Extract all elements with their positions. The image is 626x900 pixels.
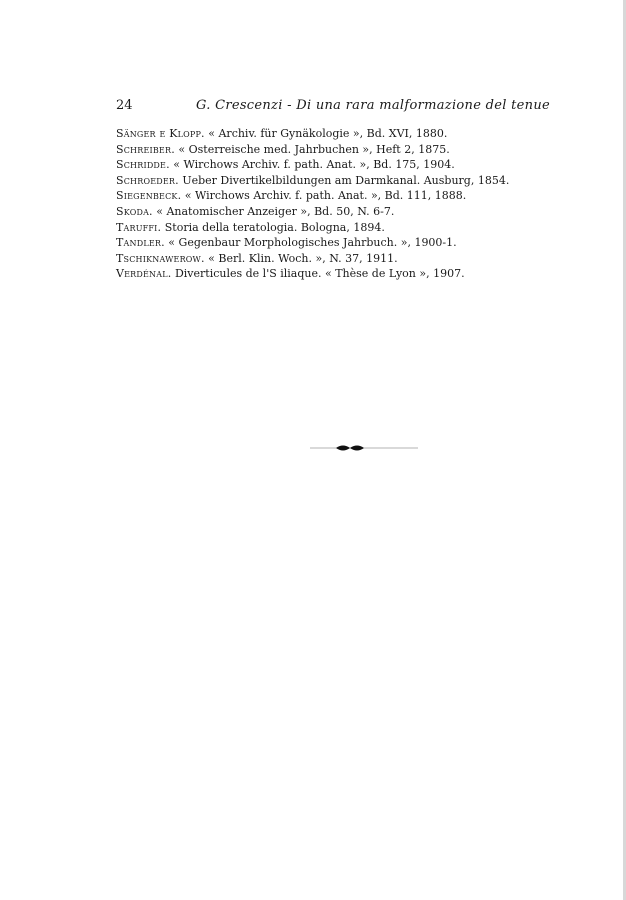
entry-citation: Ueber Divertikelbildungen am Darmkanal. Ausburg, 1854. [178,173,510,187]
entry-author: Sänger e Klopp. [116,127,205,140]
entry-author: Taruffi. [116,220,162,234]
entry-citation: « Wirchows Archiv. f. path. Anat. », Bd. 175, 1904. [169,158,455,172]
entry-citation: Storia della teratologia. Bologna, 1894. [161,220,385,234]
entry-author: Verdénal. [116,267,172,281]
bibliography-entry [116,235,536,251]
running-header [116,96,550,116]
entry-author: Tandler. [116,236,165,250]
entry-citation: « Berl. Klin. Woch. », N. 37, 1911. [204,251,398,265]
entry-citation: « Anatomischer Anzeiger », Bd. 50, N. 6-7. [152,204,395,218]
bibliography-entry [116,142,536,158]
bibliography-entry [116,251,536,267]
running-title: G. Crescenzi - Di una rara malformazione del tenue [196,98,550,113]
bibliography-entry [116,204,536,220]
bibliography-entry [116,126,536,142]
entry-author: Tschiknawerow. [116,251,205,265]
entry-author: Skoda. [116,204,153,218]
bibliography-list [116,126,536,282]
bibliography-entry [116,220,536,236]
entry-author: Schroeder. [116,173,179,187]
entry-citation: « Archiv. für Gynäkologie », Bd. XVI, 1880. [204,127,448,140]
entry-citation: « Gegenbaur Morphologisches Jahrbuch. », 1900-1. [164,236,457,250]
entry-citation: « Osterreische med. Jahrbuchen », Heft 2, 1875. [174,142,450,156]
entry-author: Siegenbeck. [116,189,182,203]
bibliography-entry [116,266,536,282]
bibliography-entry [116,157,536,173]
bibliography-entry [116,173,536,189]
bibliography-entry [116,188,536,204]
section-end-ornament [306,441,422,455]
entry-author: Schreiber. [116,142,175,156]
entry-citation: Diverticules de l'S iliaque. « Thèse de Lyon », 1907. [171,267,465,281]
entry-author: Schridde. [116,158,170,172]
entry-citation: « Wirchows Archiv. f. path. Anat. », Bd. 111, 1888. [181,189,467,203]
page-number: 24 [116,98,133,113]
